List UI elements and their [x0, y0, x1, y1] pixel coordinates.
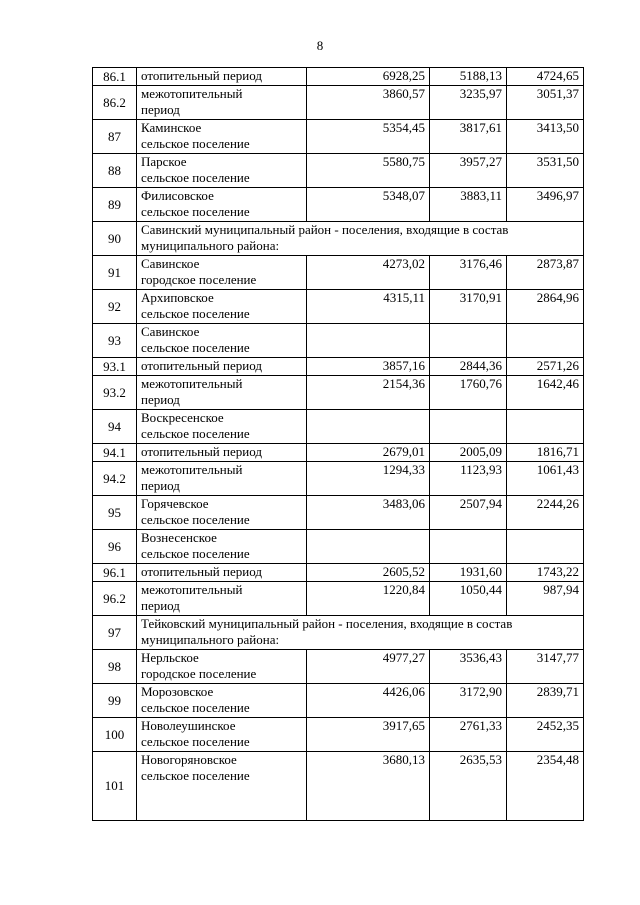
value-cell-v3: 2452,35	[507, 718, 584, 752]
value-cell-v1: 1220,84	[307, 582, 430, 616]
value-cell-v1: 1294,33	[307, 462, 430, 496]
table-row	[93, 684, 584, 718]
table-row	[93, 120, 584, 154]
settlement-name	[137, 564, 307, 582]
value-cell-v2: 1760,76	[430, 376, 507, 410]
value-cell-v1: 5354,45	[307, 120, 430, 154]
settlement-name-line: Савинское	[141, 324, 200, 339]
row-number: 96.2	[93, 582, 137, 616]
table-row	[93, 222, 584, 256]
settlement-name	[137, 376, 307, 410]
settlement-name-line: Савинское	[141, 256, 200, 271]
value-cell-v1: 2679,01	[307, 444, 430, 462]
table-row	[93, 496, 584, 530]
settlement-name-line: отопительный период	[141, 68, 262, 83]
row-number: 89	[93, 188, 137, 222]
value-cell-v3: 2244,26	[507, 496, 584, 530]
table-row	[93, 564, 584, 582]
row-number: 98	[93, 650, 137, 684]
settlement-name	[137, 684, 307, 718]
settlement-name-line: сельское поселение	[141, 136, 250, 151]
settlement-name	[137, 86, 307, 120]
value-cell-v3: 2571,26	[507, 358, 584, 376]
value-cell-v3: 3531,50	[507, 154, 584, 188]
value-cell-v2: 3883,11	[430, 188, 507, 222]
value-cell-v2	[430, 410, 507, 444]
value-cell-v1: 6928,25	[307, 68, 430, 86]
table-body	[93, 68, 584, 821]
value-cell-v1: 4273,02	[307, 256, 430, 290]
row-number: 95	[93, 496, 137, 530]
value-cell-v2: 2761,33	[430, 718, 507, 752]
settlement-name	[137, 188, 307, 222]
value-cell-v1: 4315,11	[307, 290, 430, 324]
table-row	[93, 86, 584, 120]
district-heading-line: Савинский муниципальный район - поселения, входящие в состав	[141, 222, 509, 237]
settlement-name-line: Нерльское	[141, 650, 199, 665]
settlement-name	[137, 256, 307, 290]
row-number: 96.1	[93, 564, 137, 582]
table-row	[93, 358, 584, 376]
row-number: 88	[93, 154, 137, 188]
value-cell-v2: 3235,97	[430, 86, 507, 120]
table-row	[93, 290, 584, 324]
settlement-name-line: межотопительный	[141, 462, 243, 477]
settlement-name-line: отопительный период	[141, 358, 262, 373]
table-row	[93, 752, 584, 821]
table-row	[93, 530, 584, 564]
value-cell-v2: 1050,44	[430, 582, 507, 616]
settlement-name-line: сельское поселение	[141, 340, 250, 355]
settlement-name	[137, 530, 307, 564]
value-cell-v3: 2873,87	[507, 256, 584, 290]
value-cell-v1: 4977,27	[307, 650, 430, 684]
value-cell-v2: 2844,36	[430, 358, 507, 376]
settlement-name	[137, 582, 307, 616]
value-cell-v3: 1743,22	[507, 564, 584, 582]
value-cell-v2: 2635,53	[430, 752, 507, 821]
value-cell-v1	[307, 530, 430, 564]
settlement-name	[137, 496, 307, 530]
settlement-name-line: Морозовское	[141, 684, 214, 699]
value-cell-v3: 3496,97	[507, 188, 584, 222]
settlement-name-line: межотопительный	[141, 376, 243, 391]
value-cell-v2: 1123,93	[430, 462, 507, 496]
table-row	[93, 410, 584, 444]
settlement-name	[137, 290, 307, 324]
row-number: 86.2	[93, 86, 137, 120]
table-row	[93, 718, 584, 752]
district-heading-line: муниципального района:	[141, 632, 280, 647]
row-number: 93.1	[93, 358, 137, 376]
table-row	[93, 324, 584, 358]
table-row	[93, 650, 584, 684]
settlement-name-line: Новогоряновское	[141, 752, 237, 767]
table-row	[93, 616, 584, 650]
table-row	[93, 68, 584, 86]
value-cell-v3: 1642,46	[507, 376, 584, 410]
settlement-name	[137, 410, 307, 444]
value-cell-v2: 5188,13	[430, 68, 507, 86]
settlement-name-line: отопительный период	[141, 564, 262, 579]
settlement-name-line: сельское поселение	[141, 768, 250, 783]
value-cell-v3	[507, 410, 584, 444]
value-cell-v3: 3147,77	[507, 650, 584, 684]
table-row	[93, 154, 584, 188]
row-number: 94.2	[93, 462, 137, 496]
value-cell-v1	[307, 324, 430, 358]
settlement-name	[137, 120, 307, 154]
value-cell-v1: 2605,52	[307, 564, 430, 582]
value-cell-v1: 3857,16	[307, 358, 430, 376]
row-number: 92	[93, 290, 137, 324]
row-number: 94	[93, 410, 137, 444]
value-cell-v1: 3483,06	[307, 496, 430, 530]
value-cell-v1: 2154,36	[307, 376, 430, 410]
row-number: 94.1	[93, 444, 137, 462]
table-row	[93, 444, 584, 462]
district-heading-line: Тейковский муниципальный район - поселения, входящие в состав	[141, 616, 513, 631]
settlement-name-line: период	[141, 478, 180, 493]
value-cell-v2	[430, 324, 507, 358]
row-number: 87	[93, 120, 137, 154]
value-cell-v3: 3413,50	[507, 120, 584, 154]
page-number: 8	[316, 38, 324, 53]
value-cell-v2: 3817,61	[430, 120, 507, 154]
settlement-name-line: межотопительный	[141, 86, 243, 101]
settlement-name-line: отопительный период	[141, 444, 262, 459]
district-heading-line: муниципального района:	[141, 238, 280, 253]
settlement-name-line: Горячевское	[141, 496, 209, 511]
settlement-name-line: сельское поселение	[141, 512, 250, 527]
row-number: 91	[93, 256, 137, 290]
settlement-name-line: Воскресенское	[141, 410, 224, 425]
district-heading	[137, 222, 584, 256]
value-cell-v2	[430, 530, 507, 564]
table-row	[93, 376, 584, 410]
row-number: 86.1	[93, 68, 137, 86]
row-number: 93.2	[93, 376, 137, 410]
tariff-table	[92, 67, 584, 821]
settlement-name-line: Филисовское	[141, 188, 214, 203]
settlement-name-line: Каминское	[141, 120, 202, 135]
settlement-name	[137, 462, 307, 496]
value-cell-v1: 3860,57	[307, 86, 430, 120]
settlement-name-line: сельское поселение	[141, 700, 250, 715]
settlement-name-line: период	[141, 102, 180, 117]
value-cell-v1: 5580,75	[307, 154, 430, 188]
value-cell-v2: 2507,94	[430, 496, 507, 530]
value-cell-v3: 2354,48	[507, 752, 584, 821]
value-cell-v3: 4724,65	[507, 68, 584, 86]
value-cell-v2: 3536,43	[430, 650, 507, 684]
district-heading	[137, 616, 584, 650]
value-cell-v3	[507, 324, 584, 358]
row-number: 97	[93, 616, 137, 650]
settlement-name	[137, 324, 307, 358]
value-cell-v3	[507, 530, 584, 564]
table-row	[93, 462, 584, 496]
settlement-name-line: сельское поселение	[141, 306, 250, 321]
row-number: 101	[93, 752, 137, 821]
row-number: 96	[93, 530, 137, 564]
table-row	[93, 188, 584, 222]
value-cell-v2: 1931,60	[430, 564, 507, 582]
row-number: 100	[93, 718, 137, 752]
settlement-name-line: сельское поселение	[141, 204, 250, 219]
row-number: 90	[93, 222, 137, 256]
row-number: 93	[93, 324, 137, 358]
settlement-name	[137, 650, 307, 684]
value-cell-v1: 3680,13	[307, 752, 430, 821]
settlement-name-line: сельское поселение	[141, 170, 250, 185]
settlement-name-line: Новолеушинское	[141, 718, 236, 733]
table-row	[93, 256, 584, 290]
settlement-name-line: период	[141, 598, 180, 613]
settlement-name-line: межотопительный	[141, 582, 243, 597]
settlement-name-line: Парское	[141, 154, 187, 169]
settlement-name	[137, 154, 307, 188]
settlement-name	[137, 718, 307, 752]
value-cell-v3: 987,94	[507, 582, 584, 616]
value-cell-v3: 3051,37	[507, 86, 584, 120]
value-cell-v2: 3957,27	[430, 154, 507, 188]
value-cell-v2: 3172,90	[430, 684, 507, 718]
value-cell-v2: 3170,91	[430, 290, 507, 324]
settlement-name-line: сельское поселение	[141, 546, 250, 561]
value-cell-v3: 1816,71	[507, 444, 584, 462]
settlement-name-line: сельское поселение	[141, 426, 250, 441]
value-cell-v2: 2005,09	[430, 444, 507, 462]
value-cell-v3: 2839,71	[507, 684, 584, 718]
settlement-name-line: городское поселение	[141, 666, 257, 681]
value-cell-v1	[307, 410, 430, 444]
settlement-name-line: сельское поселение	[141, 734, 250, 749]
value-cell-v1: 4426,06	[307, 684, 430, 718]
value-cell-v2: 3176,46	[430, 256, 507, 290]
row-number: 99	[93, 684, 137, 718]
value-cell-v1: 5348,07	[307, 188, 430, 222]
settlement-name-line: Архиповское	[141, 290, 214, 305]
value-cell-v3: 2864,96	[507, 290, 584, 324]
settlement-name-line: городское поселение	[141, 272, 257, 287]
value-cell-v3: 1061,43	[507, 462, 584, 496]
settlement-name	[137, 68, 307, 86]
table-row	[93, 582, 584, 616]
settlement-name-line: период	[141, 392, 180, 407]
settlement-name-line: Вознесенское	[141, 530, 217, 545]
value-cell-v1: 3917,65	[307, 718, 430, 752]
settlement-name	[137, 752, 307, 821]
settlement-name	[137, 444, 307, 462]
settlement-name	[137, 358, 307, 376]
